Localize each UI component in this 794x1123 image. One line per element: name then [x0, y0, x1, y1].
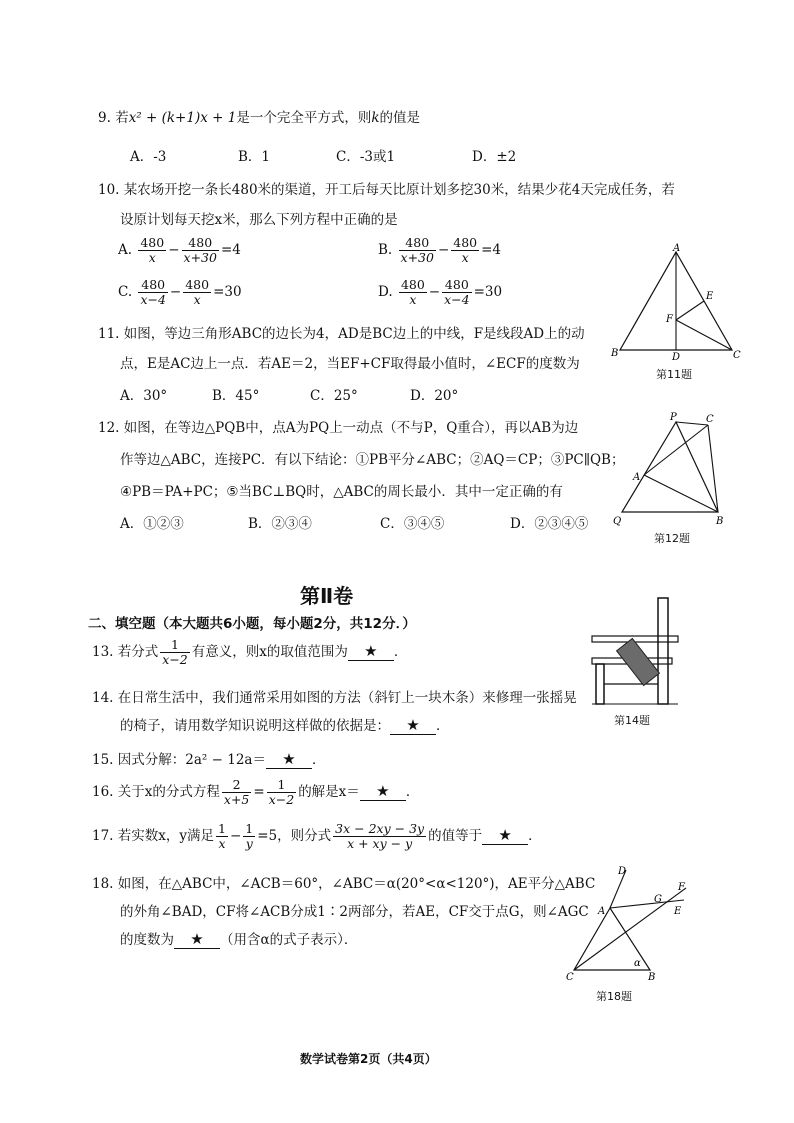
diagonal-wood-brace: [617, 639, 660, 686]
q12-option-a: A．①②③: [120, 516, 184, 532]
question-13: 13. 若分式 $\frac{1}{x-2}$ 有意义，则x的取值范围为 ★ ．: [92, 637, 408, 667]
figure-18-triangle: [560, 862, 700, 984]
label-p: P: [670, 412, 677, 423]
ray-ae: [610, 900, 684, 908]
answer-star: ★: [376, 782, 390, 800]
q10-option-c: C. $\frac{480}{x-4}$ − $\frac{480}{x}$ =30: [118, 277, 242, 307]
label-d: D: [672, 352, 681, 363]
question-18-line2: 的外角∠BAD，CF将∠ACB分成1∶2两部分，若AE，CF交于点G，则∠AGC: [120, 904, 589, 920]
q12-option-c: C．③④⑤: [380, 516, 445, 532]
chair-front-leg: [596, 664, 604, 704]
label-e: E: [674, 906, 682, 917]
q9-option-a: A．-3: [130, 149, 167, 165]
segment-pc: [676, 422, 708, 425]
q11-option-b: B．45°: [212, 388, 260, 404]
question-15: 15. 因式分解：2a² − 12a＝ ★ ．: [92, 750, 326, 768]
q11-option-c: C．25°: [310, 388, 358, 404]
page-footer: 数学试卷第2页（共4页）: [300, 1052, 437, 1066]
label-c: C: [566, 972, 574, 983]
label-b: B: [716, 516, 724, 527]
q10-option-d: D. $\frac{480}{x}$ − $\frac{480}{x-4}$ =30: [378, 277, 503, 307]
chair-top-rail: [592, 636, 678, 642]
question-12-line2: 作等边△ABC，连接PC．有以下结论：①PB平分∠ABC；②AQ＝CP；③PC∥QB；: [120, 452, 625, 468]
segment-ab: [644, 475, 718, 512]
label-d: D: [618, 866, 627, 877]
question-18-line1: 18. 如图，在△ABC中，∠ACB＝60°，∠ABC＝α(20°<α<120°)，AE平分△ABC: [92, 876, 596, 892]
question-17: 17. 若实数x，y满足 $\frac{1}{x}$ − $\frac{1}{y}$ =5，则分式 $\frac{3x - 2xy - 3y}{x + xy - y}$ 的值等于 ★ ．: [92, 821, 542, 851]
answer-star: ★: [498, 826, 512, 844]
triangle-pqb: [622, 422, 718, 512]
q9-expression: x² + (k+1)x + 1: [128, 110, 237, 126]
label-alpha: α: [634, 958, 641, 969]
question-18-line3: 的度数为 ★ （用含α的式子表示）．: [120, 930, 358, 948]
figure-14-chair: [588, 596, 698, 708]
label-f: F: [678, 882, 685, 893]
q9-option-c: C．-3或1: [336, 149, 396, 165]
segment-cb: [708, 425, 718, 512]
figure-12-triangles: [608, 408, 734, 530]
question-10-line2: 设原计划每天挖x米，那么下列方程中正确的是: [120, 212, 398, 228]
figure-11-caption: 第11题: [656, 368, 692, 381]
q11-option-d: D．20°: [410, 388, 459, 404]
question-14-line2: 的椅子，请用数学知识说明这样做的依据是： ★ ．: [120, 716, 450, 734]
q9-option-d: D．±2: [472, 149, 517, 165]
chair-back-post: [658, 598, 668, 704]
label-a: A: [673, 243, 681, 254]
question-10-line1: 10. 某农场开挖一条长480米的渠道，开工后每天比原计划多挖30米，结果少花4天完成任务，若: [98, 182, 675, 198]
label-b: B: [648, 972, 656, 983]
answer-star: ★: [364, 642, 378, 660]
label-f: F: [666, 314, 673, 325]
q10-option-b: B. $\frac{480}{x+30}$ − $\frac{480}{x}$ =4: [378, 235, 502, 265]
label-q: Q: [613, 516, 622, 527]
q9-option-b: B．1: [238, 149, 271, 165]
figure-12-caption: 第12题: [654, 532, 690, 545]
figure-18-caption: 第18题: [596, 990, 632, 1003]
question-12-line1: 12. 如图，在等边△PQB中，点A为PQ上一动点（不与P，Q重合），再以AB为边: [98, 420, 579, 436]
label-e: E: [706, 291, 714, 302]
label-c: C: [733, 350, 741, 361]
q11-option-a: A．30°: [120, 388, 168, 404]
answer-star: ★: [190, 930, 204, 948]
label-a: A: [633, 472, 641, 483]
question-14-line1: 14. 在日常生活中，我们通常采用如图的方法（斜钉上一块木条）来修理一张摇晃: [92, 690, 577, 706]
answer-star: ★: [406, 716, 420, 734]
question-11-line2: 点，E是AC边上一点．若AE＝2，当EF+CF取得最小值时，∠ECF的度数为: [120, 356, 580, 372]
segment-ac: [644, 425, 708, 475]
label-a: A: [598, 906, 606, 917]
figure-11-triangle: [608, 242, 744, 382]
figure-14-caption: 第14题: [614, 714, 650, 727]
question-9: 9. 若x² + (k+1)x + 1是一个完全平方式，则k的值是: [98, 110, 421, 126]
label-c: C: [706, 414, 714, 425]
answer-star: ★: [282, 750, 296, 768]
part-2-heading: 二、填空题（本大题共6小题，每小题2分，共12分．）: [88, 616, 416, 632]
q10-option-a: A. $\frac{480}{x}$ − $\frac{480}{x+30}$ =4: [118, 235, 241, 265]
label-g: G: [654, 894, 662, 905]
segment-fe: [676, 301, 704, 320]
question-11-line1: 11. 如图，等边三角形ABC的边长为4，AD是BC边上的中线，F是线段AD上的动: [98, 326, 585, 342]
q12-option-d: D．②③④⑤: [510, 516, 589, 532]
question-12-line3: ④PB＝PA+PC；⑤当BC⊥BQ时，△ABC的周长最小．其中一定正确的有: [120, 484, 563, 500]
part-2-title: 第Ⅱ卷: [300, 584, 354, 608]
label-b: B: [611, 348, 619, 359]
q12-option-b: B．②③④: [248, 516, 312, 532]
question-16: 16. 关于x的分式方程 $\frac{2}{x+5}$ = $\frac{1}{x-2}$ 的解是x＝ ★ ．: [92, 777, 420, 807]
ray-cf: [574, 888, 686, 970]
